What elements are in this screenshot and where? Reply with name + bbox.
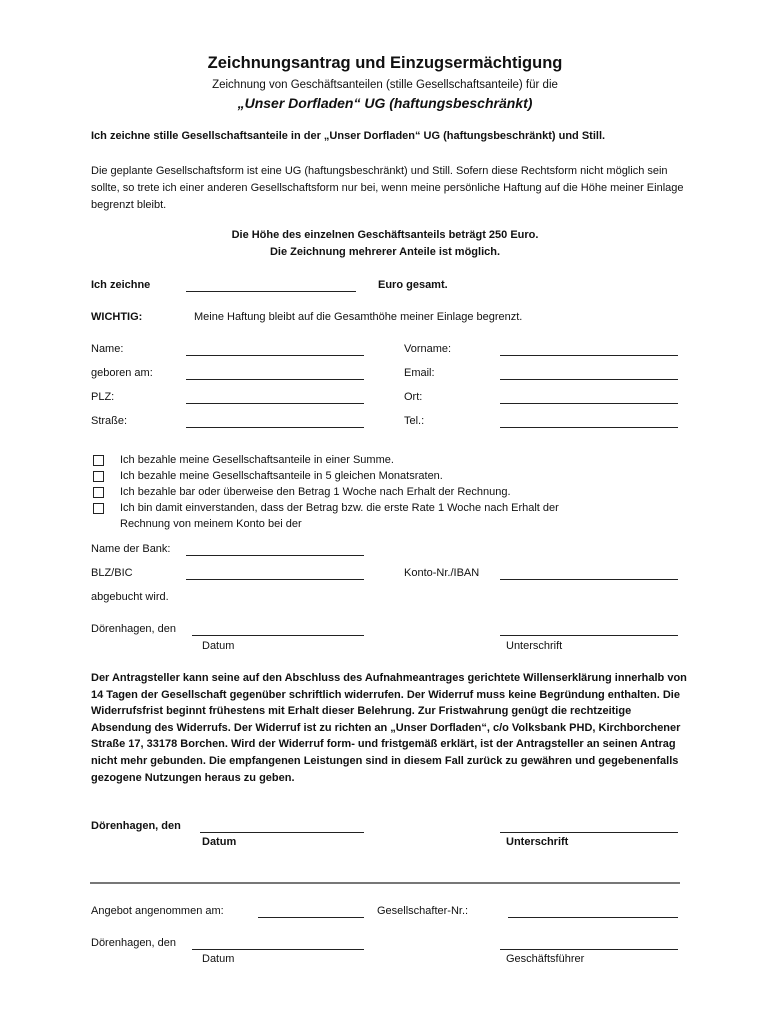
payment-option-2-checkbox[interactable]	[93, 471, 104, 482]
blz-label: BLZ/BIC	[91, 567, 133, 579]
legal-form-paragraph: Die geplante Gesellschaftsform ist eine UG (haftungsbeschränkt) und Still. Sofern diese Rechtsform nicht möglich sein sollte, so trete ich einer anderen Gesellschaftsform nur bei, wenn meine persönliche Haftung auf die Höhe meiner Einlage begrenzt bleibt.	[91, 165, 684, 211]
street-field[interactable]	[186, 427, 364, 428]
tel-field[interactable]	[500, 427, 678, 428]
company-name: „Unser Dorfladen“ UG (haftungsbeschränkt)	[237, 95, 533, 111]
iban-label: Konto-Nr./IBAN	[404, 567, 480, 579]
name-label: Name:	[91, 343, 124, 355]
plz-field[interactable]	[186, 403, 364, 404]
blz-field[interactable]	[186, 579, 364, 580]
subscription-statement: Ich zeichne stille Gesellschaftsanteile in der „Unser Dorfladen“ UG (haftungsbeschränkt) und Still.	[91, 130, 606, 142]
accepted-label: Angebot angenommen am:	[91, 905, 224, 917]
vorname-field[interactable]	[500, 355, 678, 356]
subscribe-label: Ich zeichne	[91, 279, 151, 291]
birthdate-field[interactable]	[186, 379, 364, 380]
email-label: Email:	[404, 367, 435, 379]
important-label: WICHTIG:	[91, 311, 143, 323]
payment-option-3-checkbox[interactable]	[93, 487, 104, 498]
ort-field[interactable]	[500, 403, 678, 404]
bank-name-field[interactable]	[186, 555, 364, 556]
sign2-date-caption: Datum	[202, 836, 237, 848]
sign1-signature-caption: Unterschrift	[506, 640, 563, 652]
email-field[interactable]	[500, 379, 678, 380]
bank-name-label: Name der Bank:	[91, 543, 171, 555]
sign1-signature-field[interactable]	[500, 635, 678, 636]
debit-note: abgebucht wird.	[91, 591, 169, 603]
payment-option-1-checkbox[interactable]	[93, 455, 104, 466]
manager-signature-field[interactable]	[500, 949, 678, 950]
sign2-signature-caption: Unterschrift	[506, 836, 569, 848]
page-title: Zeichnungsantrag und Einzugsermächtigung	[207, 54, 563, 72]
tel-label: Tel.:	[404, 415, 425, 427]
payment-option-4-label: Ich bin damit einverstanden, dass der Betrag bzw. die erste Rate 1 Woche nach Erhalt der	[120, 502, 559, 514]
ort-label: Ort:	[404, 391, 423, 403]
sign2-place-label: Dörenhagen, den	[91, 820, 181, 832]
page-subtitle: Zeichnung von Geschäftsanteilen (stille Gesellschaftsanteile) für die	[212, 79, 558, 91]
section-divider	[90, 882, 680, 884]
member-number-field[interactable]	[508, 917, 678, 918]
share-value-note: Die Höhe des einzelnen Geschäftsanteils beträgt 250 Euro.	[231, 229, 539, 241]
payment-option-4-continued: Rechnung von meinem Konto bei der	[120, 518, 302, 530]
vorname-label: Vorname:	[404, 343, 452, 355]
payment-option-3-label: Ich bezahle bar oder überweise den Betrag 1 Woche nach Erhalt der Rechnung.	[120, 486, 511, 498]
manager-caption: Geschäftsführer	[506, 953, 585, 965]
amount-suffix: Euro gesamt.	[378, 279, 448, 291]
multiple-shares-note: Die Zeichnung mehrerer Anteile ist möglich.	[269, 246, 501, 258]
member-number-label: Gesellschafter-Nr.:	[377, 905, 469, 917]
birthdate-label: geboren am:	[91, 367, 153, 379]
sign1-date-field[interactable]	[192, 635, 364, 636]
revocation-notice: Der Antragsteller kann seine auf den Abschluss des Aufnahmeantrages gerichtete Willenserklärung innerhalb von 14 Tagen der Gesellschaft gegenüber schriftlich widerrufen. Der Widerruf muss keine Begründung enthalten. Die Widerrufsfrist beginnt frühestens mit Erhalt dieser Belehrung. Zur Fristwahrung genügt die rechtzeitige Absendung des Widerrufs. Der Widerruf ist zu richten an „Unser Dorfladen“, c/o Volksbank PHD, Kirchborchener Straße 17, 33178 Borchen. Wird der Widerruf form- und fristgemäß erklärt, ist der Antragsteller an seinen Antrag nicht mehr gebunden. Die empfangenen Leistungen sind in diesem Fall zurück zu gewähren und gegebenenfalls gezogene Nutzungen heraus zu geben.	[91, 672, 687, 784]
iban-field[interactable]	[500, 579, 678, 580]
sign2-date-field[interactable]	[200, 832, 364, 833]
sign1-date-caption: Datum	[202, 640, 235, 652]
sign1-place-label: Dörenhagen, den	[91, 623, 177, 635]
accepted-date-field[interactable]	[258, 917, 364, 918]
plz-label: PLZ:	[91, 391, 115, 403]
important-text: Meine Haftung bleibt auf die Gesamthöhe meiner Einlage begrenzt.	[194, 311, 523, 323]
office-date-caption: Datum	[202, 953, 235, 965]
payment-option-2-label: Ich bezahle meine Gesellschaftsanteile in 5 gleichen Monatsraten.	[120, 470, 443, 482]
payment-option-1-label: Ich bezahle meine Gesellschaftsanteile in einer Summe.	[120, 454, 394, 466]
payment-option-4-checkbox[interactable]	[93, 503, 104, 514]
name-field[interactable]	[186, 355, 364, 356]
street-label: Straße:	[91, 415, 128, 427]
office-date-field[interactable]	[192, 949, 364, 950]
amount-field[interactable]	[186, 291, 356, 292]
sign2-signature-field[interactable]	[500, 832, 678, 833]
office-place-label: Dörenhagen, den	[91, 937, 177, 949]
